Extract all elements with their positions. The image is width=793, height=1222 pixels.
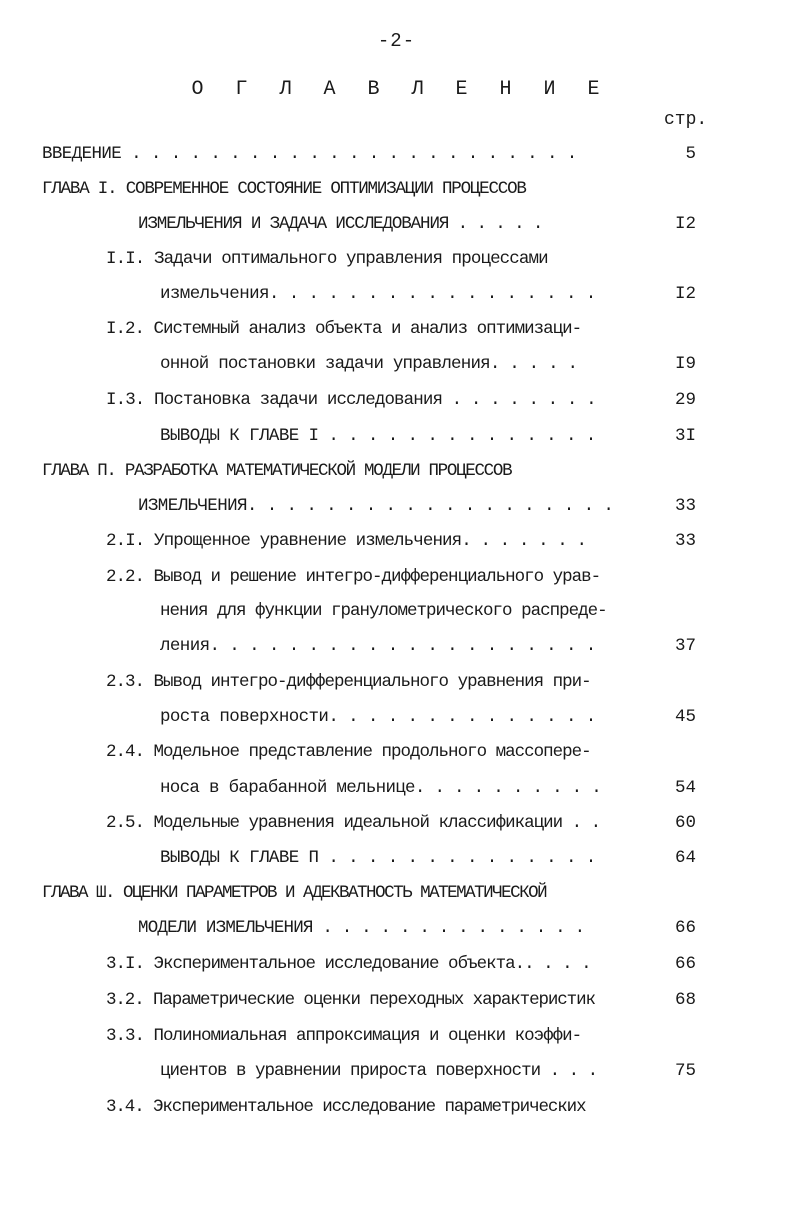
toc-line-section-3-2: 3.2. Параметрические оценки переходных характеристик: [106, 990, 595, 1010]
toc-page-number: 75: [674, 1061, 696, 1081]
toc-page-number: 60: [674, 813, 696, 833]
toc-page-number: 64: [674, 848, 696, 868]
toc-line-section-2-4-cont: носа в барабанной мельнице. . . . . . . . . .: [160, 778, 602, 798]
toc-line-chapter-1-cont: ИЗМЕЛЬЧЕНИЯ И ЗАДАЧА ИССЛЕДОВАНИЯ . . . . .: [138, 214, 543, 234]
toc-line-section-1-1-cont: измельчения. . . . . . . . . . . . . . . . .: [160, 284, 596, 304]
toc-line-conclusions-2: ВЫВОДЫ К ГЛАВЕ П . . . . . . . . . . . . . .: [160, 848, 596, 868]
toc-page-number: 68: [674, 990, 696, 1010]
toc-page-number: I2: [674, 214, 696, 234]
toc-line-section-1-2-cont: онной постановки задачи управления. . . . .: [160, 354, 578, 374]
toc-page-number: 45: [674, 707, 696, 727]
toc-line-conclusions-1: ВЫВОДЫ К ГЛАВЕ I . . . . . . . . . . . . . .: [160, 426, 596, 446]
toc-line-section-2-2: 2.2. Вывод и решение интегро-дифференциального урав-: [106, 567, 601, 587]
toc-line-introduction: ВВЕДЕНИЕ . . . . . . . . . . . . . . . . . . . . . . .: [42, 144, 577, 164]
toc-line-section-3-3: 3.3. Полиномиальная аппроксимация и оценки коэффи-: [106, 1026, 582, 1046]
toc-page-number: 66: [674, 918, 696, 938]
toc-line-section-3-3-cont: циентов в уравнении прироста поверхности . . .: [160, 1061, 598, 1081]
toc-page-number: 33: [674, 531, 696, 551]
toc-line-section-2-3-cont: роста поверхности. . . . . . . . . . . . . .: [160, 707, 596, 727]
toc-line-chapter-3-cont: МОДЕЛИ ИЗМЕЛЬЧЕНИЯ . . . . . . . . . . . . . .: [138, 918, 585, 938]
toc-line-chapter-2-cont: ИЗМЕЛЬЧЕНИЯ. . . . . . . . . . . . . . . . . . .: [138, 496, 614, 516]
toc-line-section-2-5: 2.5. Модельные уравнения идеальной классификации . .: [106, 813, 601, 833]
toc-page-number: 37: [674, 636, 696, 656]
toc-line-section-2-1: 2.I. Упрощенное уравнение измельчения. . . . . . .: [106, 531, 587, 551]
toc-line-chapter-1: ГЛАВА I. СОВРЕМЕННОЕ СОСТОЯНИЕ ОПТИМИЗАЦИИ ПРОЦЕССОВ: [42, 179, 526, 199]
page-number: -2-: [377, 30, 416, 52]
toc-page-number: 54: [674, 778, 696, 798]
toc-line-section-2-2-cont2: ления. . . . . . . . . . . . . . . . . . . .: [160, 636, 596, 656]
toc-line-section-3-1: 3.I. Экспериментальное исследование объекта.. . . .: [106, 954, 591, 974]
toc-page-number: I2: [674, 284, 696, 304]
toc-page-number: 66: [674, 954, 696, 974]
toc-line-section-1-3: I.3. Постановка задачи исследования . . . . . . . .: [106, 390, 596, 410]
toc-line-section-2-2-cont: нения для функции гранулометрического распреде-: [160, 601, 607, 621]
toc-line-chapter-2: ГЛАВА П. РАЗРАБОТКА МАТЕМАТИЧЕСКОЙ МОДЕЛИ ПРОЦЕССОВ: [42, 461, 512, 481]
toc-line-section-1-2: I.2. Системный анализ объекта и анализ оптимизаци-: [106, 319, 582, 339]
toc-line-section-2-3: 2.3. Вывод интегро-дифференциального уравнения при-: [106, 672, 591, 692]
toc-line-section-2-4: 2.4. Модельное представление продольного массопере-: [106, 742, 591, 762]
toc-line-section-3-4: 3.4. Экспериментальное исследование параметрических: [106, 1097, 586, 1117]
toc-title: О Г Л А В Л Е Н И Е: [191, 78, 610, 101]
toc-line-chapter-3: ГЛАВА Ш. ОЦЕНКИ ПАРАМЕТРОВ И АДЕКВАТНОСТЬ МАТЕМАТИЧЕСКОЙ: [42, 883, 547, 903]
toc-page-number: 3I: [674, 426, 696, 446]
toc-page-number: 33: [674, 496, 696, 516]
toc-page-number: 5: [685, 144, 696, 164]
toc-page-number: I9: [674, 354, 696, 374]
toc-line-section-1-1: I.I. Задачи оптимального управления процессами: [106, 249, 548, 269]
toc-page-number: 29: [674, 390, 696, 410]
page-column-label: стр.: [664, 110, 708, 130]
